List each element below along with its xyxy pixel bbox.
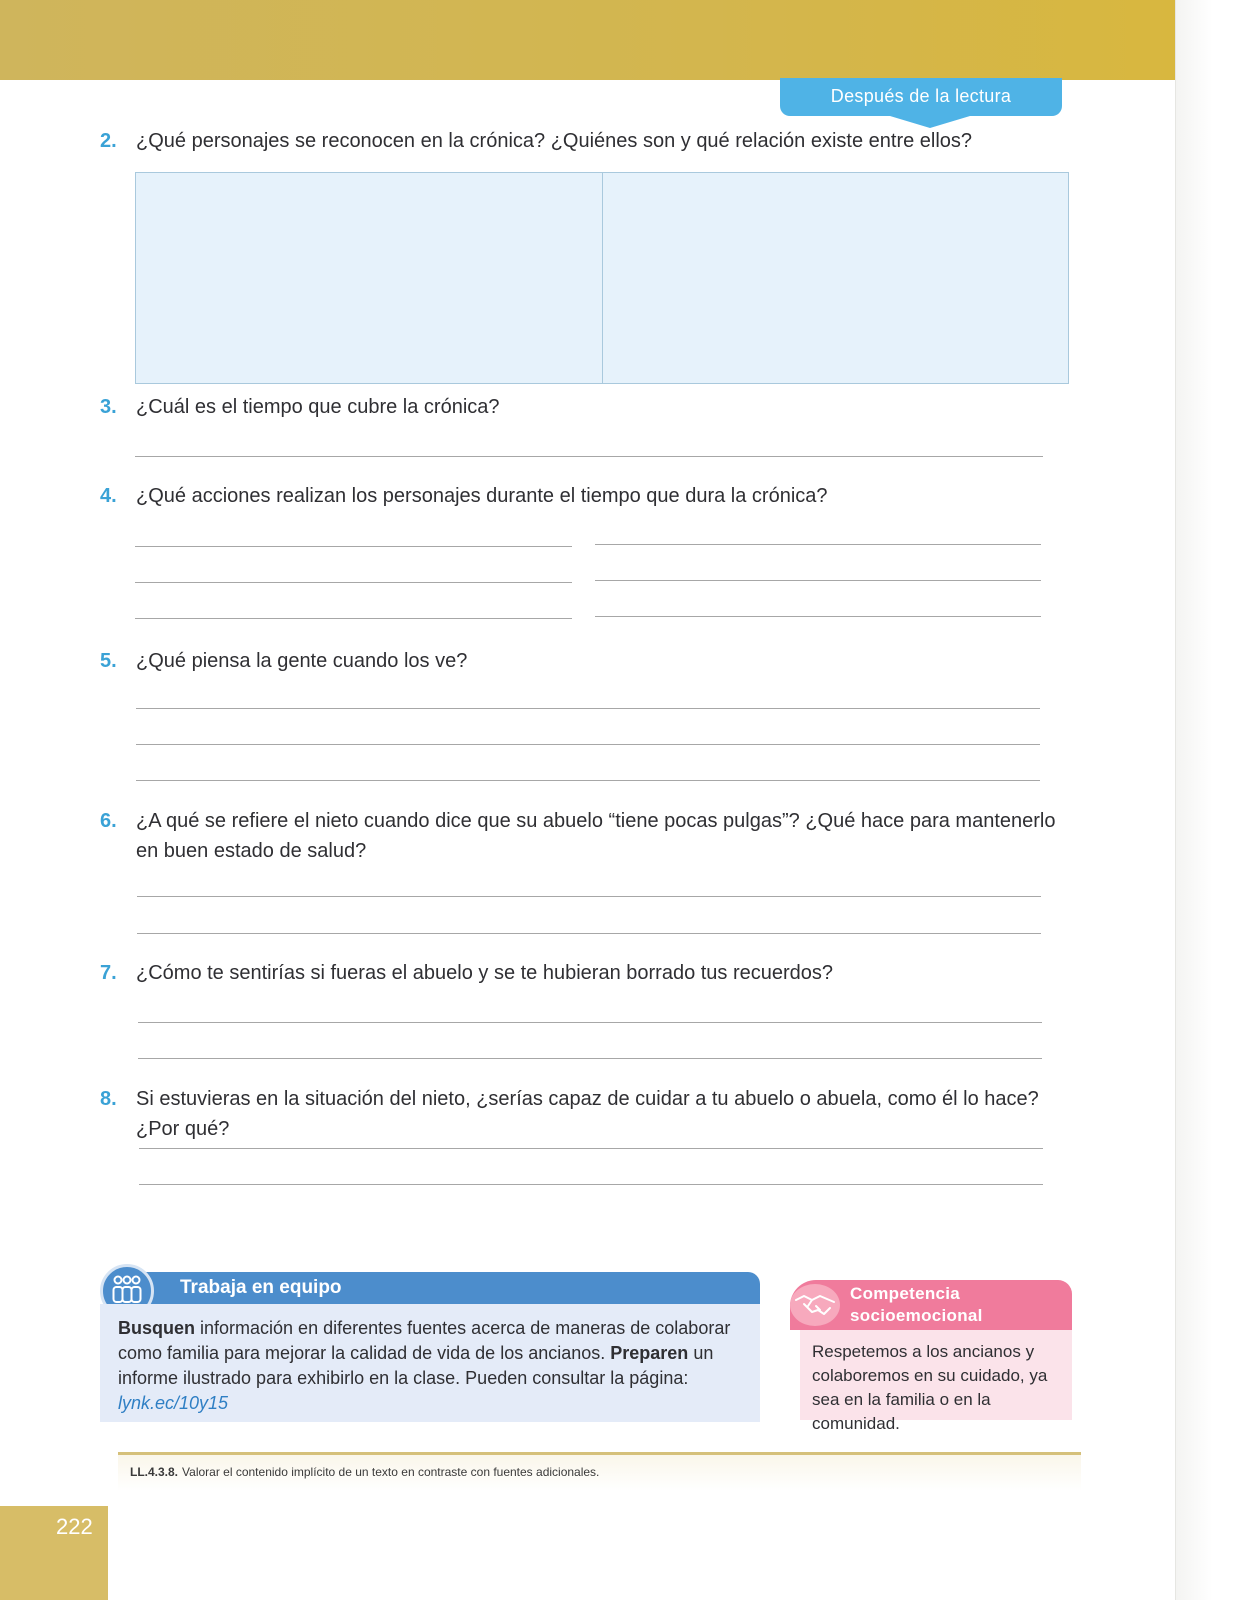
question-text: ¿Qué piensa la gente cuando los ve?	[136, 650, 468, 672]
socioemotional-box	[790, 1280, 1072, 1433]
answer-line[interactable]	[595, 616, 1041, 617]
question-5	[100, 646, 1080, 676]
question-text: ¿Qué acciones realizan los personajes durante el tiempo que dura la crónica?	[136, 485, 828, 507]
answer-line[interactable]	[137, 933, 1041, 934]
teamwork-title-text: Trabaja en equipo	[180, 1277, 342, 1298]
footer-criterion-code: LL.4.3.8.	[130, 1465, 179, 1479]
teamwork-body	[100, 1304, 760, 1422]
question-text: ¿Cuál es el tiempo que cubre la crónica?	[136, 396, 500, 418]
answer-line[interactable]	[137, 896, 1041, 897]
socioemotional-title-line-2: socioemocional	[850, 1306, 983, 1325]
page-edge	[1175, 0, 1236, 1600]
question-3	[100, 392, 1080, 422]
question-number: 5.	[100, 650, 117, 672]
question-text: ¿A qué se refiere el nieto cuando dice que su abuelo “tiene pocas pulgas”? ¿Qué hace para mantenerlo en buen estado de salud?	[136, 810, 1056, 862]
question-text: ¿Qué personajes se reconocen en la crónica? ¿Quiénes son y qué relación existe entre ellos?	[136, 130, 973, 152]
answer-line[interactable]	[595, 544, 1041, 545]
footer-criterion	[130, 1465, 599, 1479]
answer-line[interactable]	[138, 1022, 1042, 1023]
question-number: 3.	[100, 396, 117, 418]
question-number: 7.	[100, 962, 117, 984]
page-number: 222	[0, 1506, 108, 1600]
answer-line[interactable]	[139, 1148, 1043, 1149]
answer-line[interactable]	[138, 1058, 1042, 1059]
answer-line[interactable]	[595, 580, 1041, 581]
question-6	[100, 806, 1080, 866]
answer-line[interactable]	[135, 582, 572, 583]
handshake-icon-svg	[790, 1284, 840, 1326]
teamwork-title	[140, 1272, 760, 1304]
answer-line[interactable]	[135, 546, 572, 547]
question-7	[100, 958, 1080, 988]
question-number: 8.	[100, 1088, 117, 1110]
teamwork-text-2: un informe ilustrado para exhibirlo en la clase. Pueden consultar la página:	[118, 1343, 714, 1388]
socioemotional-text: Respetemos a los ancianos y colaboremos en su cuidado, ya sea en la familia o en la comunidad.	[800, 1330, 1072, 1420]
answer-line[interactable]	[135, 618, 572, 619]
teamwork-box	[100, 1272, 760, 1422]
teamwork-verb-1: Busquen	[118, 1318, 196, 1338]
question-number: 6.	[100, 810, 117, 832]
socioemotional-header	[790, 1280, 1072, 1330]
teamwork-text-1: información en diferentes fuentes acerca de maneras de colaborar como familia para mejorar la calidad de vida de los ancianos.	[118, 1318, 731, 1363]
section-tab: Después de la lectura	[780, 78, 1062, 116]
question-4	[100, 481, 1080, 511]
question-2	[100, 126, 1080, 156]
question-text: ¿Cómo te sentirías si fueras el abuelo y se te hubieran borrado tus recuerdos?	[136, 962, 834, 984]
teamwork-verb-2: Preparen	[610, 1343, 689, 1363]
answer-cell-left[interactable]	[136, 173, 602, 383]
answer-cell-right[interactable]	[602, 173, 1069, 383]
answer-table[interactable]	[135, 172, 1069, 384]
question-text: Si estuvieras en la situación del nieto, ¿serías capaz de cuidar a tu abuelo o abuela, como él lo hace? ¿Por qué?	[136, 1088, 1039, 1140]
handshake-icon	[790, 1284, 840, 1326]
footer-criterion-text: Valorar el contenido implícito de un texto en contraste con fuentes adicionales.	[182, 1465, 600, 1479]
answer-line[interactable]	[136, 744, 1040, 745]
question-number: 4.	[100, 485, 117, 507]
teamwork-link[interactable]: lynk.ec/10y15	[118, 1393, 229, 1413]
answer-line[interactable]	[139, 1184, 1043, 1185]
socioemotional-title	[850, 1283, 1060, 1327]
answer-line[interactable]	[135, 456, 1043, 457]
top-color-band	[0, 0, 1175, 80]
answer-line[interactable]	[136, 780, 1040, 781]
answer-line[interactable]	[136, 708, 1040, 709]
question-number: 2.	[100, 130, 117, 152]
question-8	[100, 1084, 1060, 1144]
socioemotional-title-line-1: Competencia	[850, 1284, 961, 1303]
